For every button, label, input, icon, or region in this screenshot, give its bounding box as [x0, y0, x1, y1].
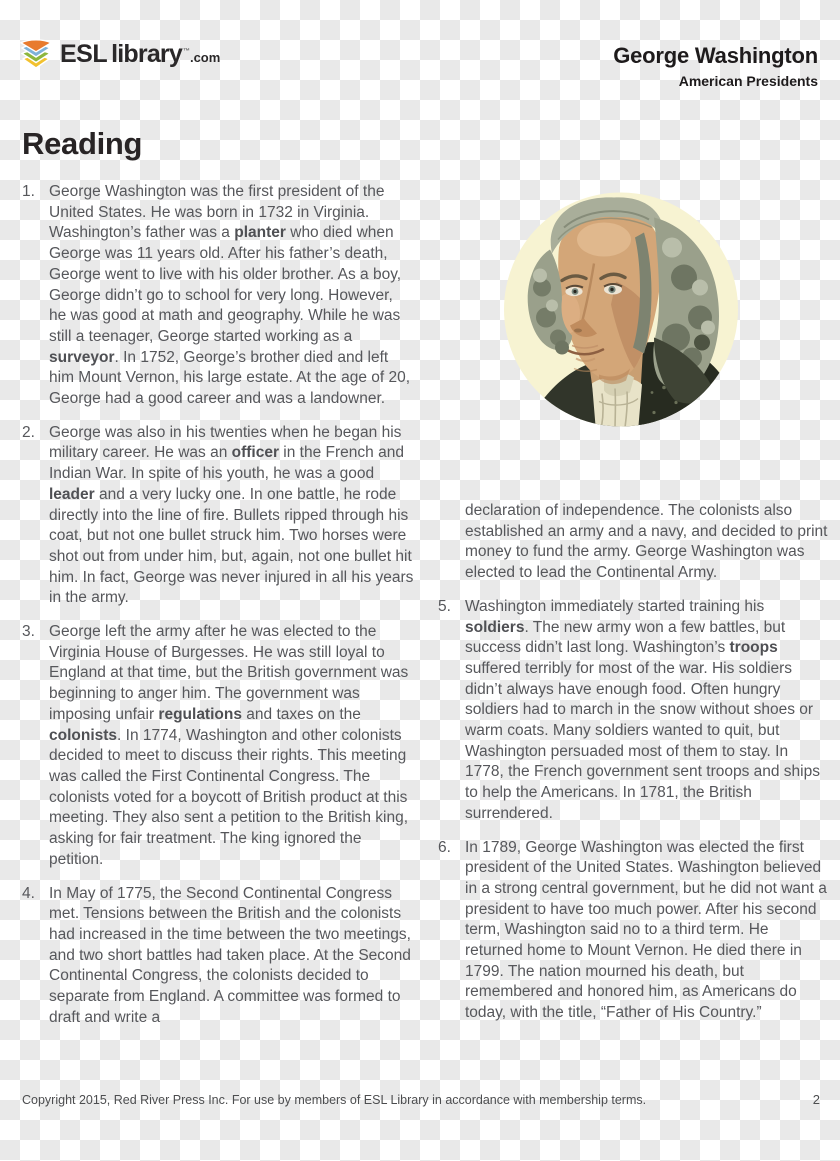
- page-title: George Washington: [613, 43, 818, 68]
- text-segment: Washington immediately started training his: [465, 597, 765, 615]
- paragraph-text: [465, 838, 828, 1024]
- paragraph-text: [49, 622, 414, 870]
- paragraph-text: [49, 423, 414, 609]
- vocab-term: colonists: [49, 726, 118, 744]
- vocab-term: officer: [231, 444, 279, 462]
- reading-column-right: [438, 501, 828, 1037]
- paragraph-number: 3.: [22, 623, 35, 641]
- paragraph-number: [438, 501, 465, 584]
- paragraph-number: 6.: [438, 838, 451, 856]
- text-segment: in the French and Indian War. In spite of his youth, he was a good: [49, 444, 404, 483]
- text-segment: declaration of independence. The colonists also established an army and a navy, and decided to print money to fund the army. George Washington was elected to lead the Continental Army.: [465, 502, 828, 582]
- paragraph-text: [49, 884, 414, 1029]
- logo-com: .com: [189, 49, 221, 65]
- esl-library-logo: [19, 38, 220, 70]
- logo-trademark: ™: [182, 47, 190, 55]
- text-segment: and a very lucky one. In one battle, he rode directly into the line of fire. Bullets ripped through his coat, but not one bullet struck him. Two horses were shot out from under him, but, again, not one bullet hit him. In fact, George was never injured in all his years in the army.: [49, 485, 414, 607]
- vocab-term: surveyor: [49, 348, 115, 366]
- text-segment: In 1789, George Washington was elected the first president of the United States. Washington believed in a strong central government, but he did not want a president to have too much power. After his second term, Washington said no to a third term. He returned home to Mount Vernon. He died there in 1799. The nation mourned his death, but remembered and honored him, as Americans do today, with the title, “Father of His Country.”: [465, 838, 827, 1022]
- paragraph-number: 5.: [438, 597, 451, 615]
- text-segment: George left the army after he was elected to the Virginia House of Burgesses. He was still loyal to England at that time, but the British government was beginning to anger him. The government was imposing unfair: [49, 623, 409, 723]
- copyright-notice: Copyright 2015, Red River Press Inc. For use by members of ESL Library in accordance with membership terms.: [22, 1093, 647, 1107]
- paragraph-number: 1.: [22, 183, 35, 200]
- vocab-term: soldiers: [465, 618, 525, 636]
- paragraph-text: [49, 182, 414, 410]
- text-segment: George Washington was the first president of the United States. He was born in 1732 in Virginia. Washington’s father was a: [49, 183, 385, 242]
- vocab-term: regulations: [158, 705, 242, 723]
- text-segment: . In 1774, Washington and other colonists decided to meet to discuss their rights. This meeting was called the First Continental Congress. The colonists voted for a boycott of British product at this meeting. They also sent a petition to the British king, asking for fair treatment. The king ignored the petition.: [49, 726, 408, 868]
- page-subtitle: American Presidents: [678, 73, 818, 89]
- reading-column-left: [22, 182, 414, 1041]
- text-segment: suffered terribly for most of the war. His soldiers didn’t always have enough food. Often hungry soldiers had to march in the snow without shoes or warm coats. Many soldiers wanted to quit, but Washington persuaded most of them to stay. In 1778, the French government sent troops and ships to help the Americans. In 1781, the British surrendered.: [465, 659, 820, 822]
- page-number: 2: [812, 1092, 820, 1107]
- text-segment: . In 1752, George’s brother died and left him Mount Vernon, his large estate. At the age of 20, George had a good career and was a landowner.: [49, 348, 411, 408]
- text-segment: who died when George was 11 years old. After his father’s death, George went to live with his older brother. As a boy, George didn’t go to school for very long. However, he was good at math and geography. While he was still a teenager, George started working as a: [49, 224, 402, 345]
- text-segment: George was also in his twenties when he began his military career. He was an: [49, 423, 402, 462]
- reading-paragraph: [22, 884, 414, 1029]
- paragraph-number: 4.: [22, 884, 35, 902]
- header-title-block: [613, 43, 818, 89]
- logo-library: library: [111, 39, 182, 68]
- reading-paragraph: [438, 838, 828, 1024]
- george-washington-portrait: [504, 187, 738, 432]
- paragraph-text: [465, 501, 828, 584]
- reading-paragraph: [438, 501, 828, 584]
- text-segment: and taxes on the: [241, 705, 361, 723]
- section-title: Reading: [22, 126, 143, 161]
- logo-esl: ESL: [60, 39, 108, 68]
- text-segment: . The new army won a few battles, but success didn’t last long. Washington’s: [465, 618, 786, 657]
- text-segment: In May of 1775, the Second Continental Congress met. Tensions between the British and the colonists had increased in the time between the two meetings, and two short battles had taken place. At the Second Continental Congress, the colonists decided to separate from England. A committee was formed to draft and write a: [49, 884, 411, 1026]
- vocab-term: leader: [49, 485, 95, 503]
- paragraph-text: [465, 597, 828, 825]
- vocab-term: planter: [234, 224, 286, 242]
- reading-paragraph: [22, 423, 414, 609]
- reading-paragraph: [22, 622, 414, 870]
- paragraph-number: 2.: [22, 423, 35, 441]
- stacked-books-icon: [19, 38, 53, 70]
- reading-paragraph: [438, 597, 828, 825]
- vocab-term: troops: [729, 639, 778, 657]
- logo-wordmark: [60, 40, 220, 69]
- reading-paragraph: [22, 182, 414, 410]
